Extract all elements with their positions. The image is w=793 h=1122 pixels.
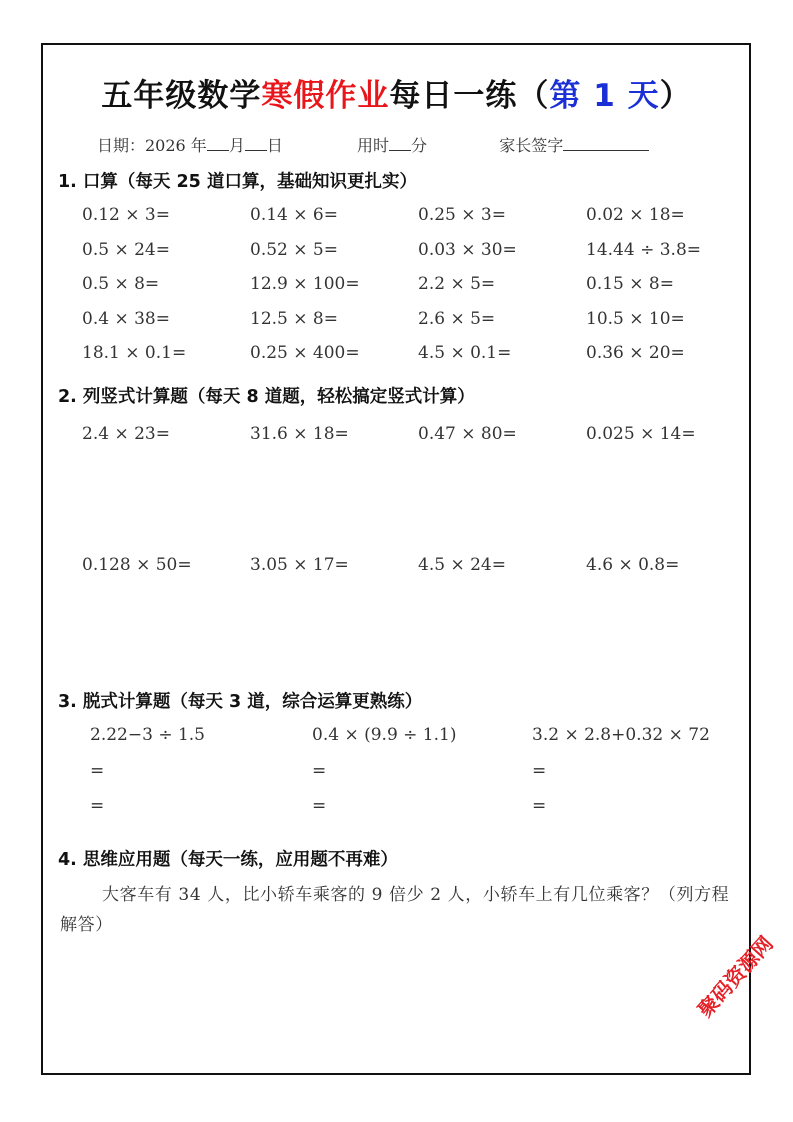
mental-math-problem: 0.03 × 30= [418, 239, 517, 260]
mental-math-problem: 4.5 × 0.1= [418, 343, 512, 363]
step-calc-equals: = [312, 761, 327, 781]
vertical-calc-problem: 2.4 × 23= [82, 424, 170, 444]
mental-math-problem: 0.02 × 18= [586, 205, 685, 225]
mental-math-problem: 0.12 × 3= [82, 205, 170, 225]
minutes-blank[interactable] [389, 136, 411, 151]
watermark-logo: 聚码资源网 [692, 931, 778, 1022]
vertical-calc-problem: 4.6 × 0.8= [586, 555, 680, 575]
mental-math-problem: 0.14 × 6= [250, 205, 338, 225]
section2-heading: 2. 列竖式计算题（每天 8 道题，轻松搞定竖式计算） [58, 387, 475, 407]
worksheet-title: 五年级数学寒假作业每日一练（第 1 天） [101, 78, 692, 114]
parent-sign-blank[interactable] [563, 136, 649, 151]
vertical-calc-problem: 4.5 × 24= [418, 555, 506, 575]
time-label: 用时 [357, 136, 390, 155]
mental-math-problem: 14.44 ÷ 3.8= [586, 239, 701, 260]
step-calc-equals: = [90, 761, 105, 781]
mental-math-problem: 0.52 × 5= [250, 239, 338, 260]
month-label: 月 [228, 136, 245, 155]
day-blank[interactable] [245, 136, 267, 151]
mental-math-problem: 0.5 × 24= [82, 239, 170, 260]
mental-math-problem: 0.15 × 8= [586, 274, 674, 294]
mental-math-problem: 0.25 × 400= [250, 343, 360, 363]
section1-heading: 1. 口算（每天 25 道口算，基础知识更扎实） [58, 172, 417, 192]
step-calc-equals: = [312, 796, 327, 816]
step-calc-problem: 2.22−3 ÷ 1.5 [90, 725, 205, 745]
section3-heading: 3. 脱式计算题（每天 3 道，综合运算更熟练） [58, 692, 423, 712]
date-label: 日期：2026 年 [97, 136, 207, 155]
mental-math-problem: 0.5 × 8= [82, 274, 160, 294]
vertical-calc-problem: 0.025 × 14= [586, 424, 696, 444]
mental-math-problem: 2.6 × 5= [418, 308, 496, 329]
step-calc-problem: 0.4 × (9.9 ÷ 1.1) [312, 725, 457, 745]
mental-math-problem: 0.4 × 38= [82, 308, 170, 329]
mental-math-problem: 10.5 × 10= [586, 308, 685, 329]
mental-math-problem: 18.1 × 0.1= [82, 343, 187, 363]
parent-sign-label: 家长签字 [499, 136, 564, 155]
mental-math-problem: 12.5 × 8= [250, 308, 338, 329]
step-calc-problem: 3.2 × 2.8+0.32 × 72 [532, 725, 710, 745]
word-problem-text: 大客车有 34 人，比小轿车乘客的 9 倍少 2 人，小轿车上有几位乘客？（列方程解答） [60, 885, 730, 935]
minute-label: 分 [411, 136, 428, 155]
vertical-calc-problem: 0.47 × 80= [418, 424, 517, 444]
step-calc-equals: = [532, 761, 547, 781]
mental-math-problem: 12.9 × 100= [250, 274, 360, 294]
date-line [97, 133, 649, 156]
mental-math-problem: 2.2 × 5= [418, 274, 496, 294]
vertical-calc-problem: 0.128 × 50= [82, 555, 192, 575]
day-label: 日 [266, 136, 283, 155]
mental-math-problem: 0.25 × 3= [418, 205, 506, 225]
vertical-calc-problem: 31.6 × 18= [250, 424, 349, 444]
section4-heading: 4. 思维应用题（每天一练，应用题不再难） [58, 850, 398, 870]
month-blank[interactable] [207, 136, 229, 151]
mental-math-problem: 0.36 × 20= [586, 343, 685, 363]
vertical-calc-problem: 3.05 × 17= [250, 555, 349, 575]
step-calc-equals: = [90, 796, 105, 816]
step-calc-equals: = [532, 796, 547, 816]
